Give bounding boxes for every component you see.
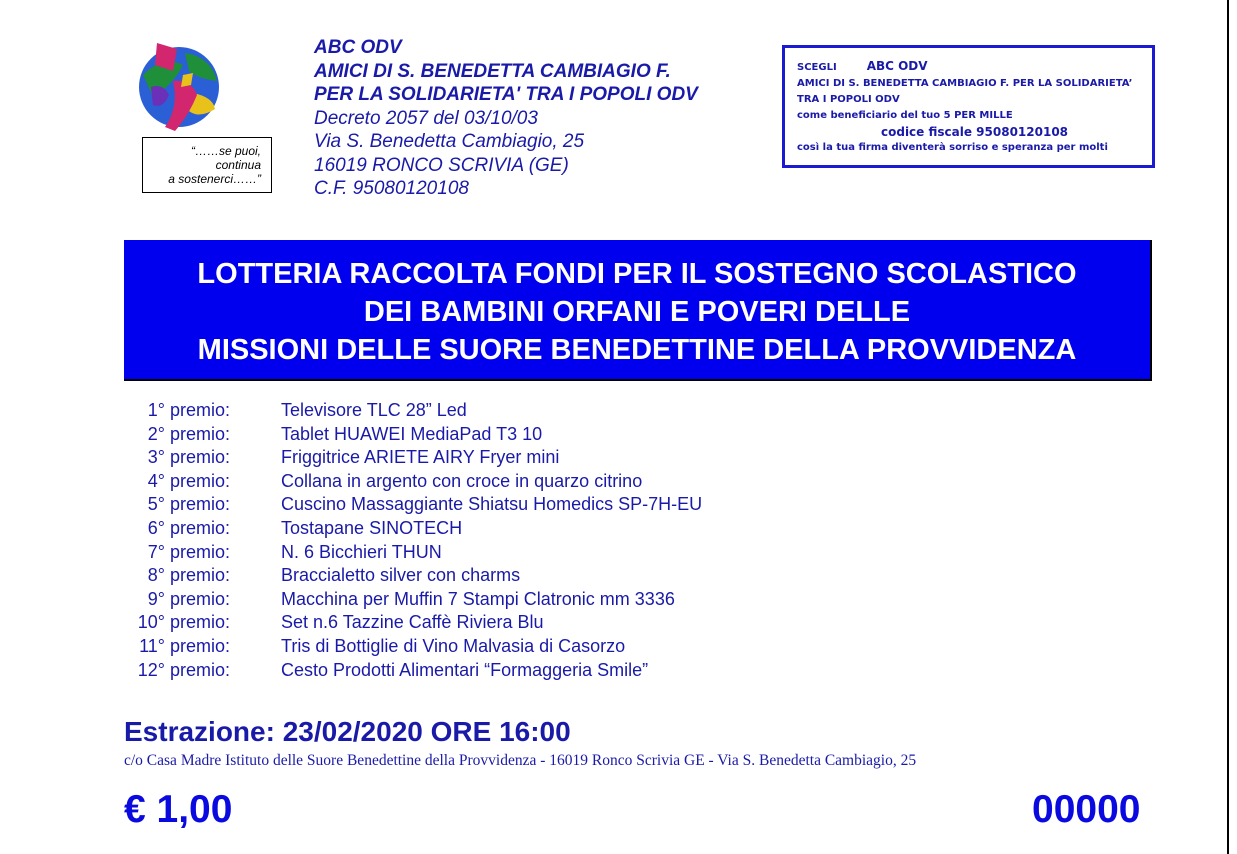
- prize-row: [124, 635, 626, 659]
- prize-rank: 5° premio:: [147, 494, 230, 515]
- prize-row: [124, 470, 643, 494]
- prize-description: Televisore TLC 28” Led: [281, 400, 467, 420]
- prize-row: [124, 588, 675, 612]
- org-street: Via S. Benedetta Cambiagio, 25: [314, 131, 585, 152]
- prize-row: [124, 399, 467, 423]
- mille-line-1: AMICI DI S. BENEDETTA CAMBIAGIO F. PER LA SOLIDARIETA’: [797, 78, 1133, 89]
- mille-choose: SCEGLI: [797, 62, 837, 73]
- mille-tax-code: codice fiscale 95080120108: [881, 125, 1069, 139]
- prize-rank: 4° premio:: [147, 470, 230, 491]
- prize-description: Macchina per Muffin 7 Stampi Clatronic mm 3336: [281, 588, 675, 609]
- five-per-mille-box: [782, 45, 1155, 168]
- prize-row: [124, 423, 543, 447]
- mille-line-5: così la tua firma diventerà sorriso e speranza per molti: [797, 142, 1108, 153]
- organization-header: [314, 36, 698, 201]
- banner-line-1: LOTTERIA RACCOLTA FONDI PER IL SOSTEGNO SCOLASTICO: [197, 258, 1077, 290]
- prize-row: [124, 659, 649, 683]
- mille-abc: ABC ODV: [866, 59, 928, 73]
- prize-description: Friggitrice ARIETE AIRY Fryer mini: [281, 447, 560, 468]
- org-tax-code: C.F. 95080120108: [314, 178, 469, 199]
- motto-line: “……se puoi,: [190, 144, 261, 158]
- motto-line: continua: [215, 158, 261, 172]
- org-full-name-2: PER LA SOLIDARIETA' TRA I POPOLI ODV: [314, 84, 698, 105]
- prize-description: Cesto Prodotti Alimentari “Formaggeria Smile”: [281, 659, 649, 680]
- ticket-number: 00000: [1032, 788, 1141, 831]
- mille-line-2: TRA I POPOLI ODV: [797, 94, 900, 105]
- prize-rank: 12° premio:: [137, 659, 230, 680]
- prize-row: [124, 493, 703, 517]
- prize-row: [124, 446, 560, 470]
- prize-description: Braccialetto silver con charms: [281, 565, 521, 586]
- prize-description: N. 6 Bicchieri THUN: [281, 541, 442, 562]
- motto-box: [142, 137, 272, 193]
- prize-description: Cuscino Massaggiante Shiatsu Homedics SP-7H-EU: [281, 494, 703, 515]
- prize-rank: 8° premio:: [147, 565, 230, 586]
- banner-line-2: DEI BAMBINI ORFANI E POVERI DELLE: [363, 296, 911, 328]
- mille-line-3: come beneficiario del tuo 5 PER MILLE: [797, 110, 1013, 121]
- lottery-title-banner: [124, 240, 1152, 381]
- draw-date: Estrazione: 23/02/2020 ORE 16:00: [124, 716, 571, 747]
- prize-row: [124, 611, 544, 635]
- org-city: 16019 RONCO SCRIVIA (GE): [314, 154, 569, 176]
- organization-logo: [133, 35, 231, 138]
- prize-description: Tostapane SINOTECH: [281, 517, 463, 538]
- prize-rank: 1° premio:: [147, 400, 230, 420]
- prize-description: Collana in argento con croce in quarzo citrino: [281, 470, 643, 491]
- mille-choose-row: [797, 58, 1152, 76]
- ticket-price: € 1,00: [124, 788, 233, 831]
- org-name: ABC ODV: [314, 37, 402, 58]
- draw-venue: c/o Casa Madre Istituto delle Suore Benedettine della Provvidenza - 16019 Ronco Scrivia GE - Via S. Benedetta Cambiagio, 25: [124, 752, 917, 769]
- prize-rank: 10° premio:: [137, 612, 230, 633]
- prize-rank: 7° premio:: [147, 541, 230, 562]
- prize-list: [124, 399, 703, 682]
- org-decree: Decreto 2057 del 03/10/03: [314, 107, 538, 129]
- prize-description: Set n.6 Tazzine Caffè Riviera Blu: [281, 612, 544, 633]
- right-edge-rule: [1227, 0, 1229, 854]
- banner-line-3: MISSIONI DELLE SUORE BENEDETTINE DELLA PROVVIDENZA: [197, 334, 1077, 366]
- prize-description: Tris di Bottiglie di Vino Malvasia di Casorzo: [281, 635, 626, 656]
- prize-rank: 11° premio:: [139, 635, 230, 656]
- prize-rank: 2° premio:: [147, 423, 230, 444]
- prize-row: [124, 564, 521, 588]
- motto-line: a sostenerci……”: [168, 172, 261, 186]
- prize-description: Tablet HUAWEI MediaPad T3 10: [281, 423, 543, 444]
- prize-rank: 3° premio:: [147, 447, 230, 468]
- org-full-name-1: AMICI DI S. BENEDETTA CAMBIAGIO F.: [314, 60, 671, 82]
- prize-row: [124, 517, 463, 541]
- prize-rank: 9° premio:: [147, 588, 230, 609]
- prize-rank: 6° premio:: [147, 517, 230, 538]
- prize-row: [124, 541, 442, 565]
